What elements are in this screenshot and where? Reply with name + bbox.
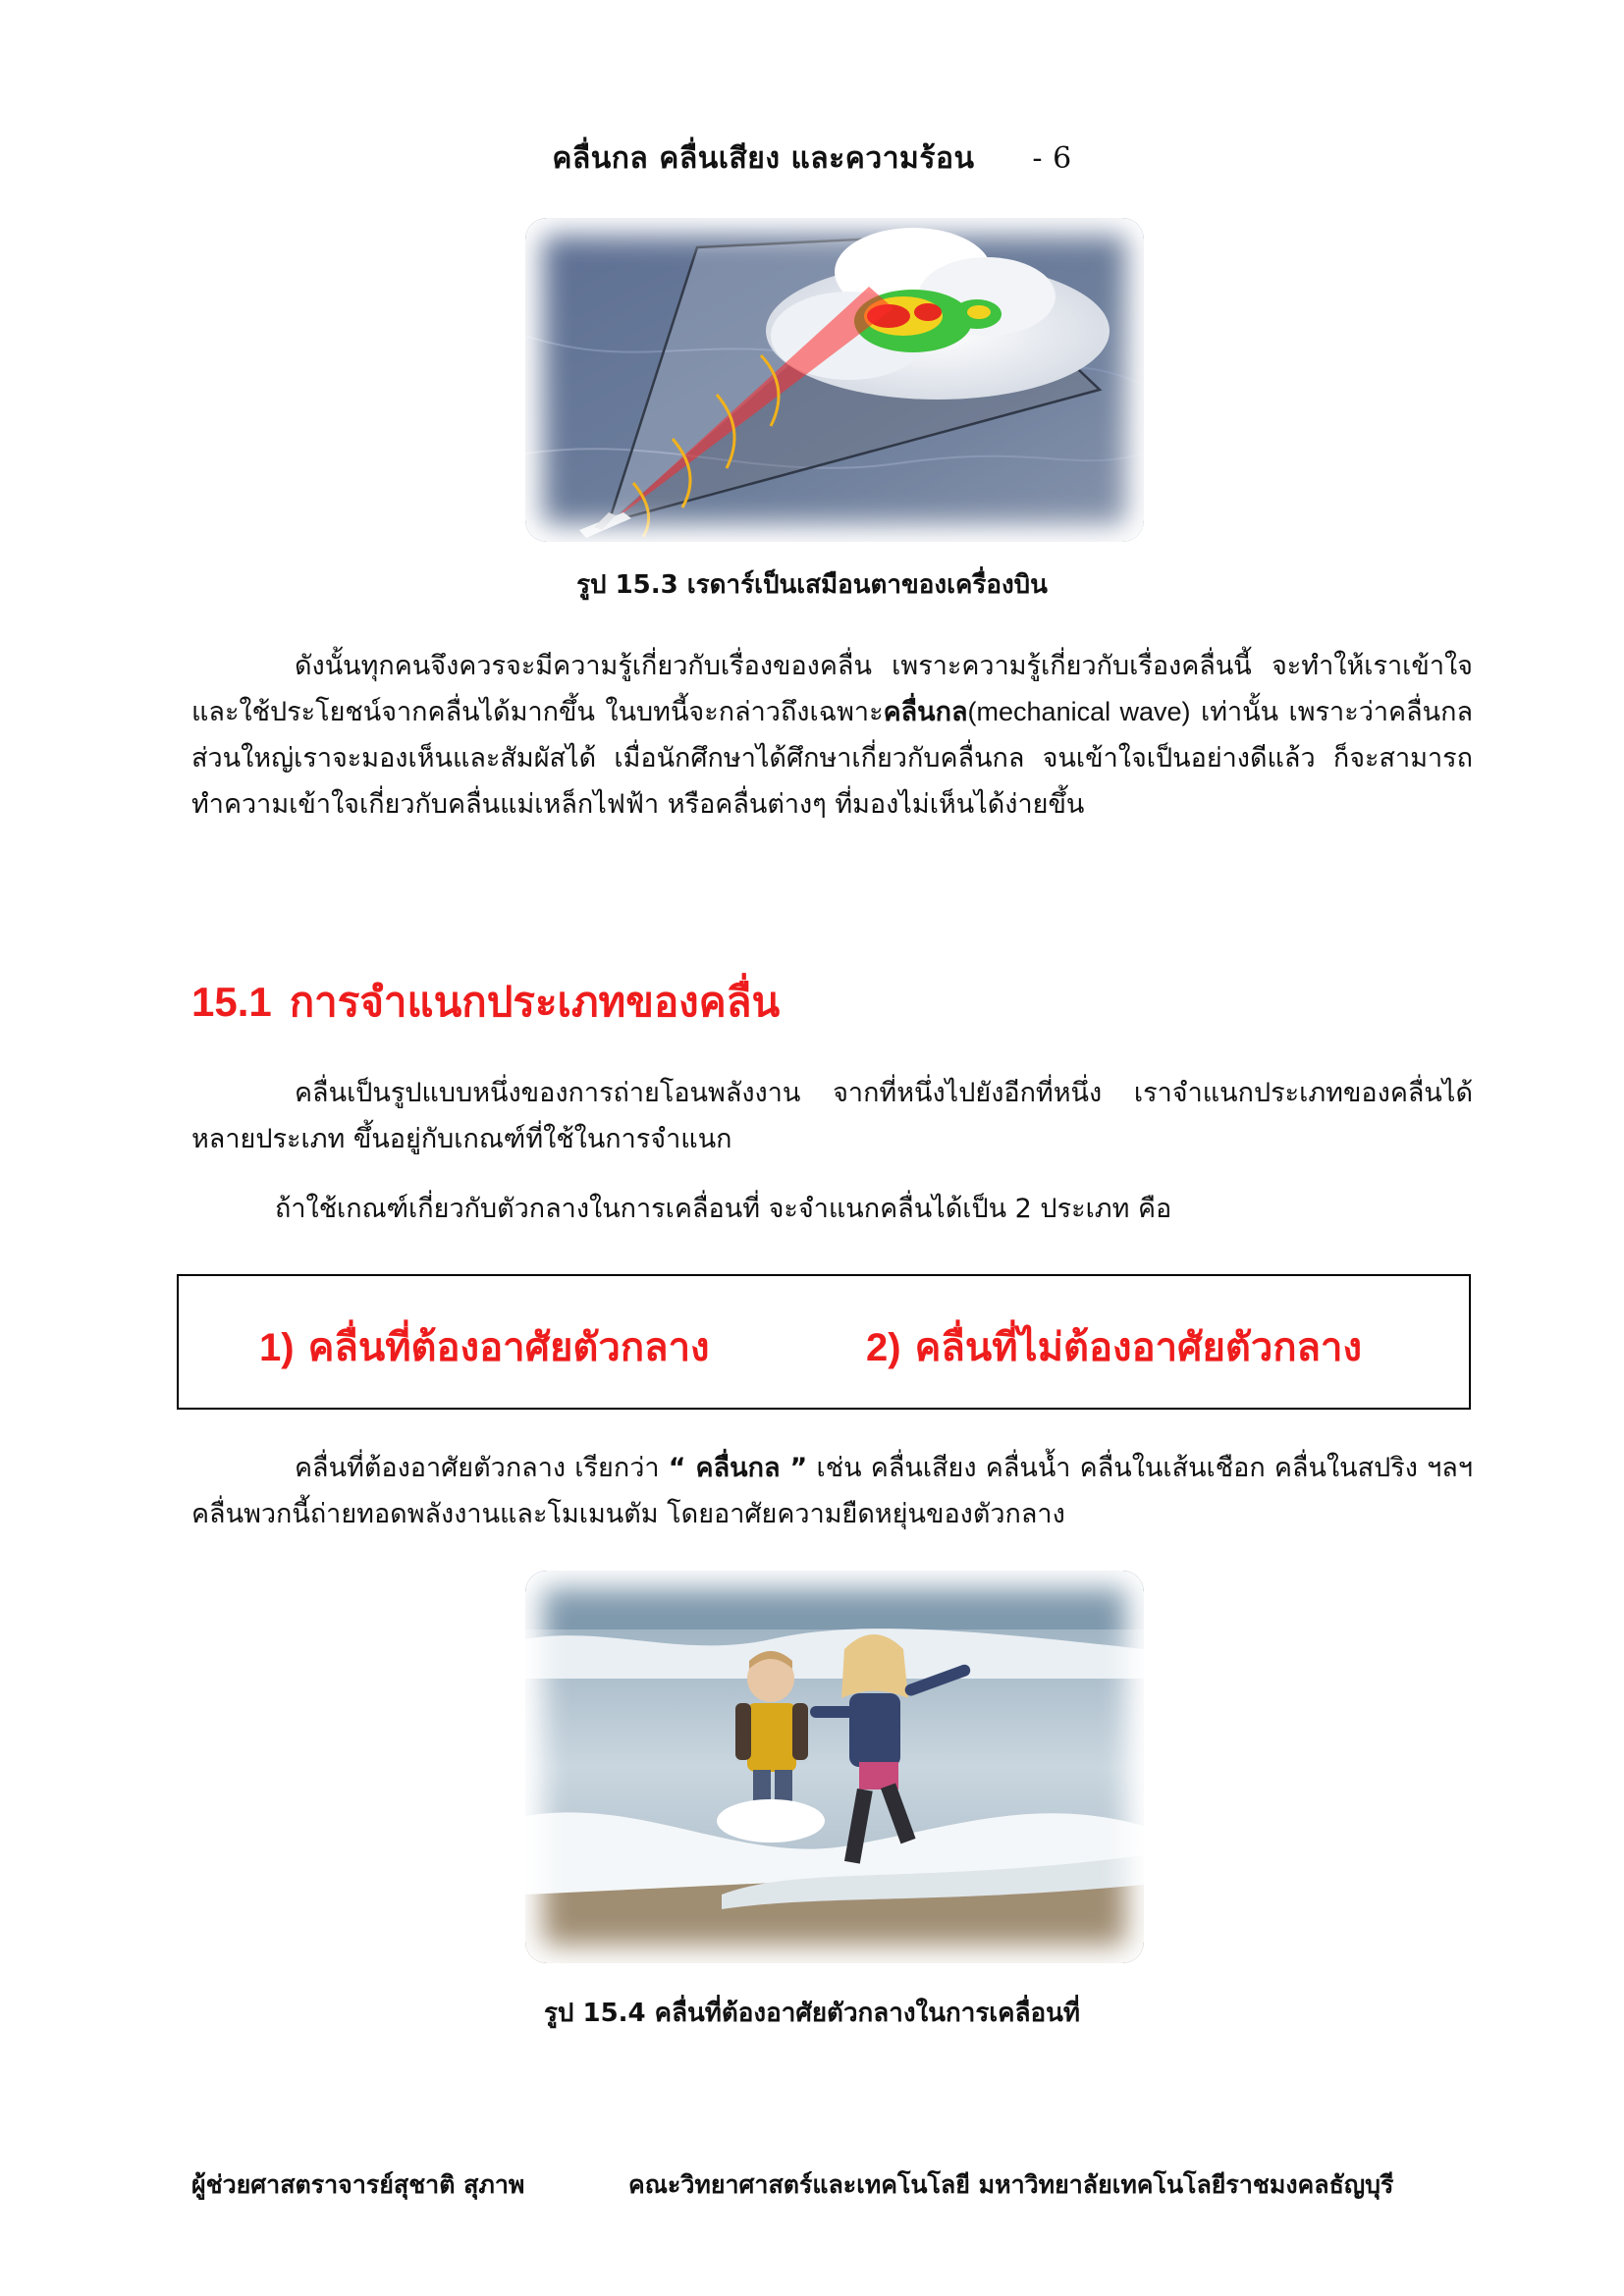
photo-vignette [525,1571,1144,1963]
section-paragraph-text: คลื่นเป็นรูปแบบหนึ่งของการถ่ายโอนพลังงาน จากที่หนึ่งไปยังอีกที่หนึ่ง เราจำแนกประเภทของคลื่นได้หลายประเภท ขึ้นอยู่กับเกณฑ์ที่ใช้ในการจำแนก [191,1078,1473,1154]
photo-vignette [525,218,1144,542]
mechanical-quoted-term: “ คลื่นกล ” [668,1453,808,1483]
section-heading [191,970,780,1035]
intro-latin-term: (mechanical wave) [967,697,1191,726]
radar-figure [525,218,1144,542]
intro-bold-term: คลื่นกล [883,697,968,727]
mechanical-text-part2: เช่น คลื่นเสียง คลื่นน้ำ คลื่นในเส้นเชือก คลื่นในสปริง ฯลฯ คลื่นพวกนี้ถ่ายทอดพลังงานและโมเมนตัม โดยอาศัยความยืดหยุ่นของตัวกลาง [191,1453,1474,1529]
section-number: 15.1 [191,979,272,1025]
criterion-line: ถ้าใช้เกณฑ์เกี่ยวกับตัวกลางในการเคลื่อนที่ จะจำแนกคลื่นได้เป็น 2 ประเภท คือ [275,1194,1172,1224]
classification-box [177,1274,1471,1410]
option-mechanical [259,1315,710,1378]
option-number: 1) [259,1326,295,1369]
kids-waves-photo [525,1571,1144,1963]
option-number: 2) [866,1326,901,1369]
footer-institution: คณะวิทยาศาสตร์และเทคโนโลยี มหาวิทยาลัยเทคโนโลยีราชมงคลธัญบุรี [628,2170,1394,2199]
figure-caption-15-4: รูป 15.4 คลื่นที่ต้องอาศัยตัวกลางในการเคลื่อนที่ [543,1999,1081,2028]
intro-text-part1: ดังนั้นทุกคนจึงควรจะมีความรู้เกี่ยวกับเรื่องของคลื่น เพราะความรู้เกี่ยวกับเรื่องคลื่นนี้ จะทำให้เราเข้าใจและใช้ประโยชน์จากคลื่นได้มากขึ้น ในบทนี้จะกล่าวถึงเฉพาะ [191,651,1473,727]
section-paragraph [191,1070,1473,1162]
intro-paragraph [191,643,1473,828]
mechanical-wave-paragraph [191,1445,1473,1537]
option-label: คลื่นที่ต้องอาศัยตัวกลาง [307,1325,710,1370]
option-non-mechanical [866,1315,1362,1378]
running-header [0,135,1624,182]
page-number: - 6 [1032,141,1072,176]
header-title: คลื่นกล คลื่นเสียง และความร้อน [552,141,975,176]
intro-text-part2: เท่านั้น เพราะว่าคลื่นกลส่วนใหญ่เราจะมองเห็นและสัมผัสได้ เมื่อนักศึกษาได้ศึกษาเกี่ยวกับคลื่นกล จนเข้าใจเป็นอย่างดีแล้ว ก็จะสามารถทำความเข้าใจเกี่ยวกับคลื่นแม่เหล็กไฟฟ้า หรือคลื่นต่างๆ ที่มองไม่เห็นได้ง่ายขึ้น [191,697,1473,820]
mechanical-text-part1: คลื่นที่ต้องอาศัยตัวกลาง เรียกว่า [295,1453,669,1483]
figure-caption-15-3: รูป 15.3 เรดาร์เป็นเสมือนตาของเครื่องบิน [576,570,1048,600]
section-title: การจำแนกประเภทของคลื่น [289,978,781,1026]
footer-author: ผู้ช่วยศาสตราจารย์สุชาติ สุภาพ [191,2170,525,2199]
option-label: คลื่นที่ไม่ต้องอาศัยตัวกลาง [914,1325,1363,1370]
